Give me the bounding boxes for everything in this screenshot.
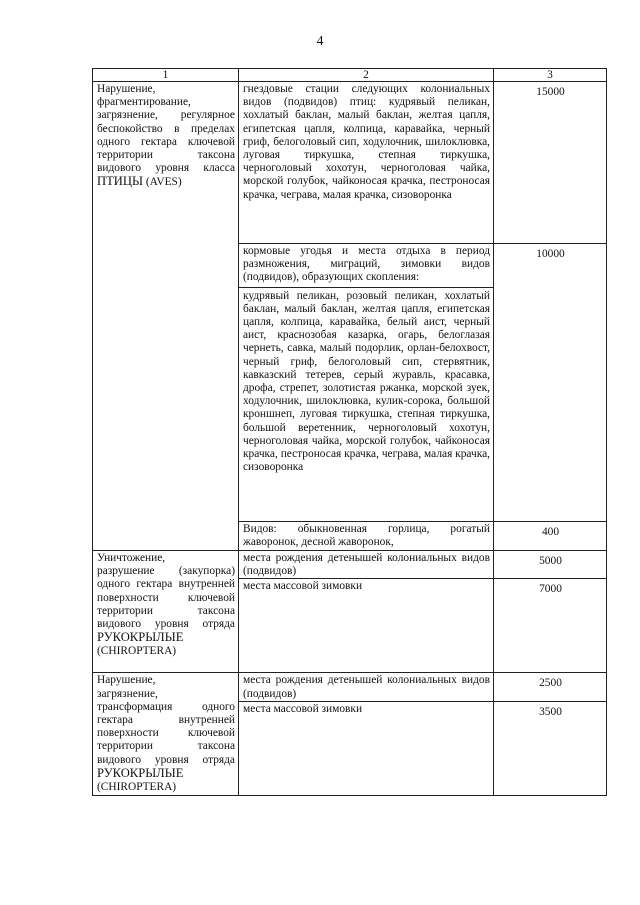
rate-value: 7000 [494, 579, 607, 673]
habitat-description: места массовой зимовки [239, 701, 494, 795]
header-cell-2: 2 [239, 69, 494, 82]
rate-value: 3500 [494, 701, 607, 795]
impact-line: Нарушение, [97, 83, 156, 95]
rate-value: 15000 [494, 82, 607, 244]
impact-text: разрушение (закупорка) одного гектара внутренней поверхности ключевой территории таксона видового уровня отряда [97, 565, 235, 631]
impact-text: загрязнение, регулярное беспокойство в пределах одного гектара ключевой территории таксона видового уровня класса [97, 109, 235, 175]
impact-line: Нарушение, [97, 674, 156, 687]
rate-value: 400 [494, 522, 607, 551]
header-cell-3: 3 [494, 69, 607, 82]
taxon-name: ПТИЦЫ [97, 174, 143, 189]
impact-line: фрагментирование, [97, 96, 191, 109]
impact-line: загрязнение, [97, 687, 158, 700]
impact-line: Уничтожение, [97, 552, 166, 564]
table-row [93, 673, 607, 701]
rate-value: 5000 [494, 551, 607, 579]
page-number: 4 [316, 34, 324, 49]
habitat-intro: кормовые угодья и места отдыха в период размножения, миграций, зимовки видов (подвидов), образующих скопления: [243, 245, 490, 284]
impact-description-bats-disturbance [93, 673, 239, 795]
habitat-description: места массовой зимовки [239, 579, 494, 673]
table-row [93, 551, 607, 579]
rate-value: 2500 [494, 673, 607, 701]
impact-text: трансформация одного гектара внутренней поверхности ключевой территории таксона видового уровня отряда [97, 700, 235, 766]
taxon-latin: (AVES) [142, 176, 182, 189]
taxon-latin: (CHIROPTERA) [97, 781, 177, 794]
habitat-description: места рождения детенышей колониальных видов (подвидов) [239, 673, 494, 701]
rate-value: 10000 [494, 244, 607, 522]
taxon-latin: (CHIROPTERA) [97, 645, 177, 658]
compensation-table [92, 68, 607, 796]
habitat-description [239, 244, 494, 522]
species-list: кудрявый пеликан, розовый пеликан, хохлатый баклан, малый баклан, желтая цапля, египетская цапля, колпица, каравайка, белый аист, черный аист, краснозобая казарка, огарь, белоглазая чернеть, савка, малый подорлик, орлан-белохвост, черный гриф, белоголовый сип, стервятник, кавказский тетерев, серый журавль, красавка, дрофа, стрепет, золотистая ржанка, морской зуек, ходулочник, шилоклювка, кулик-сорока, большой кроншнеп, луговая тиркушка, степная тиркушка, большой веретенник, черноголовый хохотун, черноголовая чайка, морской голубок, чайконосая крачка, пестроносая крачка, чеграва, малая крачка, сизоворонка [239, 287, 493, 475]
taxon-name: РУКОКРЫЛЫЕ [97, 630, 184, 645]
impact-description-birds [93, 82, 239, 551]
impact-description-bats-destruction [93, 551, 239, 673]
habitat-description: Видов: обыкновенная горлица, рогатый жаворонок, десной жаворонок, [239, 522, 494, 551]
habitat-description: гнездовые стации следующих колониальных видов (подвидов) птиц: кудрявый пеликан, хохлатый баклан, малый баклан, желтая цапля, египетская цапля, колпица, каравайка, черный гриф, белоголовый сип, ходулочник, шилоклювка, луговая тиркушка, степная тиркушка, черноголовый хохотун, черноголовая чайка, морской голубок, чайконосая крачка, пестроносая крачка, чеграва, малая крачка, сизоворонка [239, 82, 494, 244]
taxon-name: РУКОКРЫЛЫЕ [97, 765, 184, 780]
header-row [93, 69, 607, 82]
header-cell-1: 1 [93, 69, 239, 82]
habitat-description: места рождения детенышей колониальных видов (подвидов) [239, 551, 494, 579]
table-row [93, 82, 607, 244]
